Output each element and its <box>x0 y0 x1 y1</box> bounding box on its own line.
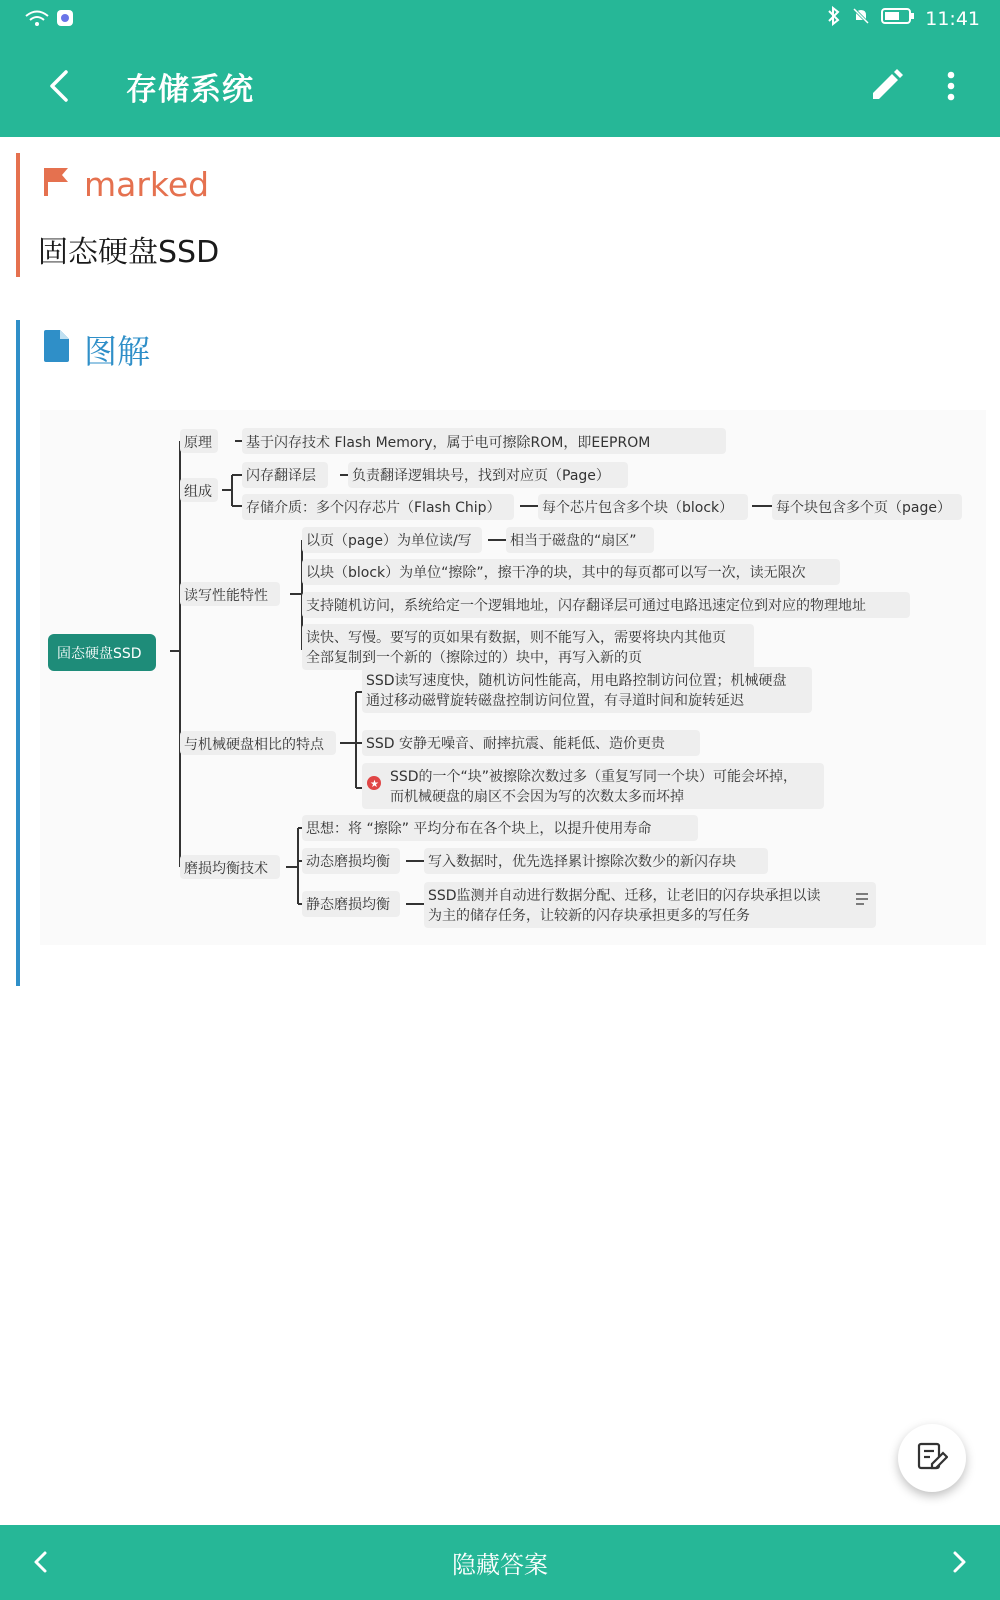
mindmap-static-1: SSD监测并自动进行数据分配、迁移，让老旧的闪存块承担以读 <box>428 888 821 904</box>
app-notification-icon <box>56 9 74 31</box>
mindmap-compare: 与机械硬盘相比的特点 <box>184 737 324 753</box>
marked-label: marked <box>84 165 210 204</box>
mindmap-composition: 组成 <box>184 484 212 500</box>
mindmap-block: 每个块包含多个页（page） <box>776 500 951 516</box>
mindmap-root-label: 固态硬盘SSD <box>57 646 142 662</box>
back-arrow-icon[interactable] <box>40 66 80 106</box>
wifi-icon <box>24 9 50 31</box>
mindmap-chip: 每个芯片包含多个块（block） <box>542 500 734 516</box>
bottom-bar <box>0 1525 1000 1600</box>
mindmap-slow-2: 全部复制到一个新的（擦除过的）块中，再写入新的页 <box>306 650 642 666</box>
mindmap-random: 支持随机访问，系统给定一个逻辑地址，闪存翻译层可通过电路迅速定位到对应的物理地址 <box>306 598 866 614</box>
svg-text:★: ★ <box>370 779 379 790</box>
mindmap-ftl: 闪存翻译层 <box>246 468 316 484</box>
mindmap-idea: 思想：将 “擦除” 平均分布在各个块上，以提升使用寿命 <box>306 821 652 837</box>
edit-note-button[interactable] <box>898 1424 966 1492</box>
diagram-accent-bar <box>16 320 20 986</box>
edit-note-icon <box>916 1440 948 1476</box>
mindmap-wear-1: SSD的一个“块”被擦除次数过多（重复写同一个块）可能会坏掉， <box>390 769 798 785</box>
silent-bell-icon <box>851 6 871 31</box>
mindmap-wear-2: 而机械硬盘的扇区不会因为写的次数太多而坏掉 <box>390 789 684 805</box>
chevron-right-icon[interactable] <box>944 1547 974 1577</box>
mindmap-slow-1: 读快、写慢。要写的页如果有数据，则不能写入，需要将块内其他页 <box>306 630 726 646</box>
mindmap-quiet: SSD 安静无噪音、耐摔抗震、能耗低、造价更贵 <box>366 736 666 752</box>
status-bar <box>0 0 1000 36</box>
hide-answer-button[interactable]: 隐藏答案 <box>452 1551 548 1579</box>
mindmap-speed-2: 通过移动磁臂旋转磁盘控制访问位置，有寻道时间和旋转延迟 <box>366 693 744 709</box>
flag-icon <box>42 165 70 204</box>
mindmap-static: 静态磨损均衡 <box>306 897 390 913</box>
mindmap-dynamic-detail: 写入数据时，优先选择累计擦除次数少的新闪存块 <box>428 854 736 870</box>
mindmap-image <box>40 410 986 945</box>
marked-section <box>16 153 976 277</box>
mindmap-static-2: 为主的储存任务，让较新的闪存块承担更多的写任务 <box>428 908 750 924</box>
bluetooth-icon <box>827 6 841 31</box>
mindmap-erase: 以块（block）为单位“擦除”，擦干净的块，其中的每页都可以写一次，读无限次 <box>306 565 806 581</box>
marked-accent-bar <box>16 153 20 277</box>
mindmap-leveling: 磨损均衡技术 <box>184 861 268 877</box>
mindmap-speed-1: SSD读写速度快，随机访问性能高，用电路控制访问位置；机械硬盘 <box>366 673 787 689</box>
page-title: 存储系统 <box>126 72 254 108</box>
mindmap-sector: 相当于磁盘的“扇区” <box>510 533 637 549</box>
mindmap-page-unit: 以页（page）为单位读/写 <box>306 533 472 549</box>
mindmap-dynamic: 动态磨损均衡 <box>306 854 390 870</box>
document-icon <box>42 329 70 371</box>
diagram-title: 图解 <box>84 332 150 371</box>
mindmap-ftl-detail: 负责翻译逻辑块号，找到对应页（Page） <box>352 468 610 484</box>
marked-text: 固态硬盘SSD <box>38 235 220 270</box>
clock: 11:41 <box>925 7 980 30</box>
mindmap-principle: 原理 <box>184 435 212 451</box>
mindmap-medium: 存储介质：多个闪存芯片（Flash Chip） <box>246 500 501 516</box>
mindmap-principle-detail: 基于闪存技术 Flash Memory，属于电可擦除ROM，即EEPROM <box>246 435 651 451</box>
battery-icon <box>881 7 915 30</box>
more-vertical-icon[interactable] <box>938 68 964 104</box>
diagram-section <box>16 320 986 986</box>
pencil-icon[interactable] <box>868 68 904 104</box>
app-bar <box>0 36 1000 137</box>
mindmap-rw: 读写性能特性 <box>184 588 268 604</box>
